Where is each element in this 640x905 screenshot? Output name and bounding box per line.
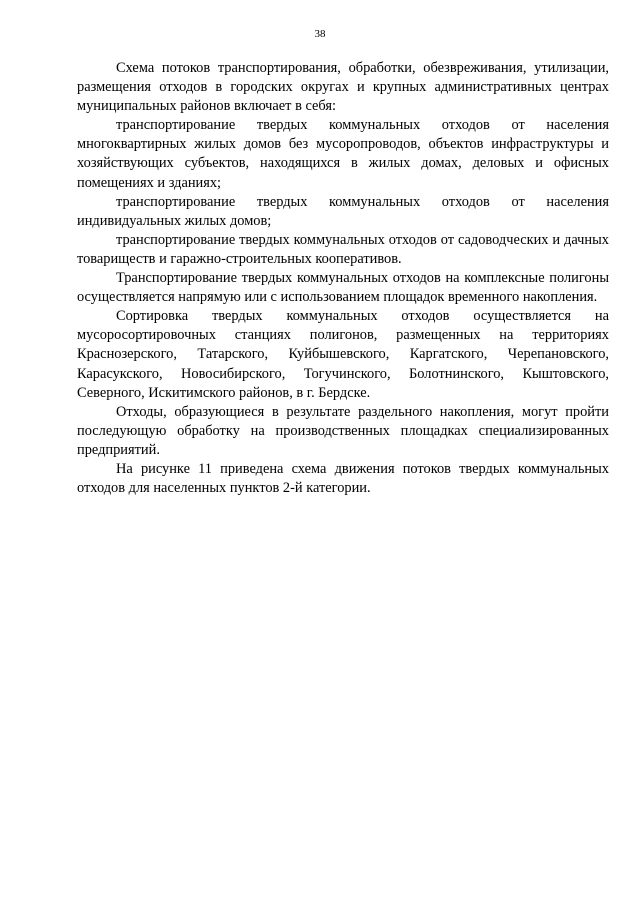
document-body (77, 59, 609, 498)
paragraph-figure-reference: На рисунке 11 приведена схема движения потоков твердых коммунальных отходов для населенных пунктов 2-й категории. (77, 460, 609, 497)
paragraph-sorting-stations: Сортировка твердых коммунальных отходов осуществляется на мусоросортировочных станциях полигонов, размещенных на территориях Краснозерского, Татарского, Куйбышевского, Каргатского, Черепановского, Карасукского, Новосибирского, Тогучинского, Болотнинского, Кыштовского, Северного, Искитимского районов, в г. Бердске. (77, 308, 609, 401)
paragraph-individual-houses-transport: транспортирование твердых коммунальных отходов от населения индивидуальных жилых домов; (77, 193, 609, 229)
paragraph-scheme-intro: Схема потоков транспортирования, обработки, обезвреживания, утилизации, размещения отходов в городских округах и крупных административных центрах муниципальных районов включает в себя: (77, 60, 609, 115)
page-number: 38 (314, 28, 326, 40)
paragraph-separate-collection: Отходы, образующиеся в результате раздельного накопления, могут пройти последующую обработку на производственных площадках специализированных предприятий. (77, 403, 609, 458)
paragraph-garden-partnerships-transport: транспортирование твердых коммунальных отходов от садоводческих и дачных товариществ и гаражно-строительных кооперативов. (77, 231, 609, 267)
paragraph-apartment-transport: транспортирование твердых коммунальных отходов от населения многоквартирных жилых домов без мусоропроводов, объектов инфраструктуры и хозяйствующих субъектов, находящихся в жилых домах, деловых и офисных помещениях и зданиях; (77, 117, 609, 191)
paragraph-landfill-transport: Транспортирование твердых коммунальных отходов на комплексные полигоны осуществляется напрямую или с использованием площадок временного накопления. (77, 270, 609, 306)
